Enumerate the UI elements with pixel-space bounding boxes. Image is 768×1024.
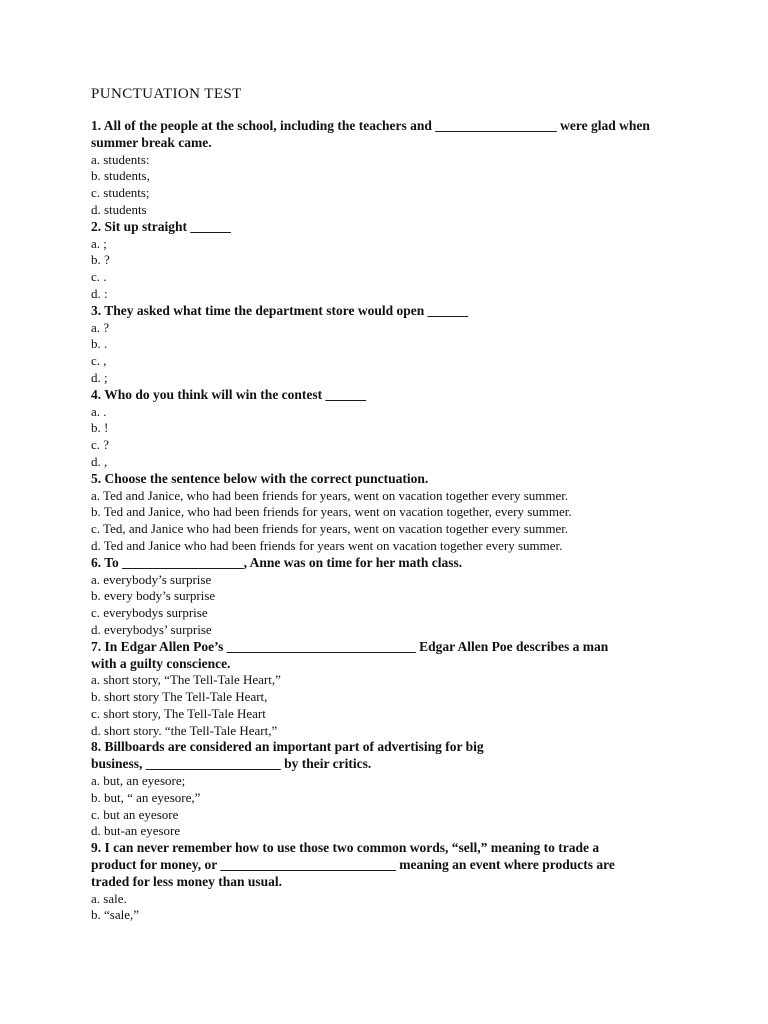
answer-option: c. everybodys surprise: [91, 605, 208, 621]
question-6: [91, 555, 691, 639]
answer-option: a. Ted and Janice, who had been friends for years, went on vacation together every summer.: [91, 487, 569, 503]
answer-option: a. short story, “The Tell-Tale Heart,”: [91, 672, 281, 688]
answer-option: b. ?: [91, 252, 110, 268]
answer-option: c. students;: [91, 185, 150, 201]
question-5: [91, 471, 691, 555]
answer-option: c. .: [91, 269, 107, 285]
page-title: PUNCTUATION TEST: [91, 86, 242, 102]
answer-option: b. but, “ an eyesore,”: [91, 789, 201, 805]
question-2: [91, 219, 691, 303]
answer-option: c. but an eyesore: [91, 806, 179, 822]
answer-option: a. sale.: [91, 890, 127, 906]
answer-option: b. students,: [91, 168, 150, 184]
answer-option: b. Ted and Janice, who had been friends for years, went on vacation together, every summer.: [91, 504, 572, 520]
question-text: 2. Sit up straight ______: [91, 218, 231, 234]
question-3: [91, 303, 691, 387]
question-text: 9. I can never remember how to use those two common words, “sell,” meaning to trade a product for money, or __________________________ meaning an event where products are traded for less money than usual.: [91, 840, 615, 889]
question-text: 7. In Edgar Allen Poe’s ____________________________ Edgar Allen Poe describes a man with a guilty conscience.: [91, 638, 609, 671]
question-text: 6. To __________________, Anne was on time for her math class.: [91, 554, 463, 570]
answer-option: a. ?: [91, 319, 110, 335]
answer-option: d. but-an eyesore: [91, 823, 181, 839]
question-4: [91, 387, 691, 471]
question-7: [91, 639, 691, 740]
answer-option: c. short story, The Tell-Tale Heart: [91, 705, 266, 721]
document-page: [91, 84, 691, 924]
answer-option: c. ?: [91, 437, 110, 453]
answer-option: d. students: [91, 201, 147, 217]
question-8: [91, 739, 691, 840]
answer-option: b. “sale,”: [91, 907, 140, 923]
question-text: 3. They asked what time the department store would open ______: [91, 302, 469, 318]
question-1: [91, 118, 691, 219]
question-9: [91, 840, 691, 924]
answer-option: d. ;: [91, 369, 108, 385]
answer-option: a. everybody’s surprise: [91, 571, 212, 587]
answer-option: c. Ted, and Janice who had been friends for years, went on vacation together every summer.: [91, 521, 569, 537]
answer-option: d. everybodys’ surprise: [91, 621, 212, 637]
answer-option: b. .: [91, 336, 108, 352]
answer-option: a. ;: [91, 235, 107, 251]
question-text: 1. All of the people at the school, including the teachers and __________________ were glad when summer break came.: [91, 118, 654, 150]
answer-option: c. ,: [91, 353, 107, 369]
answer-option: b. short story The Tell-Tale Heart,: [91, 689, 268, 705]
answer-option: d. Ted and Janice who had been friends for years went on vacation together every summer.: [91, 537, 563, 553]
answer-option: a. but, an eyesore;: [91, 773, 186, 789]
answer-option: b. every body’s surprise: [91, 588, 216, 604]
question-text: 5. Choose the sentence below with the correct punctuation.: [91, 470, 429, 486]
answer-option: d. ,: [91, 453, 108, 469]
answer-option: b. !: [91, 420, 109, 436]
answer-option: a. .: [91, 403, 107, 419]
answer-option: d. short story. “the Tell-Tale Heart,”: [91, 722, 278, 738]
question-text: 4. Who do you think will win the contest ______: [91, 386, 367, 402]
answer-option: d. :: [91, 285, 108, 301]
answer-option: a. students:: [91, 151, 150, 167]
question-text: 8. Billboards are considered an important part of advertising for big business, ____________________ by their critics.: [91, 739, 484, 772]
